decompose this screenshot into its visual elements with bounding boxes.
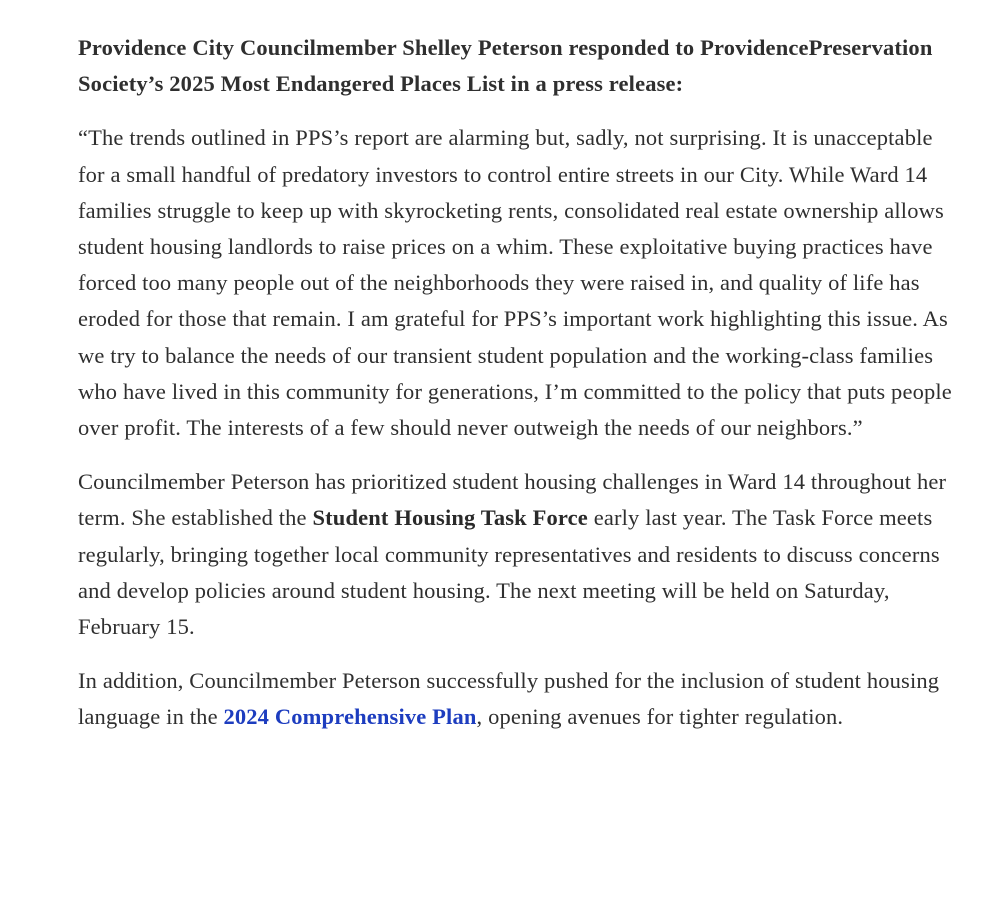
task-force-highlight: Student Housing Task Force (312, 505, 588, 531)
comprehensive-plan-paragraph (78, 663, 958, 735)
plan-text-before: In addition, Councilmember Peterson successfully pushed for the inclusion of student housing language in the (78, 668, 940, 730)
lead-paragraph: Providence City Councilmember Shelley Peterson responded to ProvidencePreservation Society’s 2025 Most Endangered Places List in a press release: (78, 35, 933, 97)
task-force-paragraph (78, 464, 958, 645)
task-force-text-after: early last year. The Task Force meets regularly, bringing together local community representatives and residents to discuss concerns and develop policies around student housing. The next meeting will be held on Saturday, February 15. (78, 505, 940, 640)
task-force-text-before: Councilmember Peterson has prioritized student housing challenges in Ward 14 throughout her term. She established the (78, 469, 947, 531)
plan-text-after: , opening avenues for tighter regulation. (476, 704, 844, 730)
comprehensive-plan-link[interactable]: 2024 Comprehensive Plan (223, 704, 477, 730)
quote-paragraph: “The trends outlined in PPS’s report are alarming but, sadly, not surprising. It is unacceptable for a small handful of predatory investors to control entire streets in our City. While Ward 14 families struggle to keep up with skyrocketing rents, consolidated real estate ownership allows student housing landlords to raise prices on a whim. These exploitative buying practices have forced too many people out of the neighborhoods they were raised in, and quality of life has eroded for those that remain. I am grateful for PPS’s important work highlighting this issue. As we try to balance the needs of our transient student population and the working-class families who have lived in this community for generations, I’m committed to the policy that puts people over profit. The interests of a few should never outweigh the needs of our neighbors.” (78, 125, 952, 441)
article-body (78, 30, 958, 754)
